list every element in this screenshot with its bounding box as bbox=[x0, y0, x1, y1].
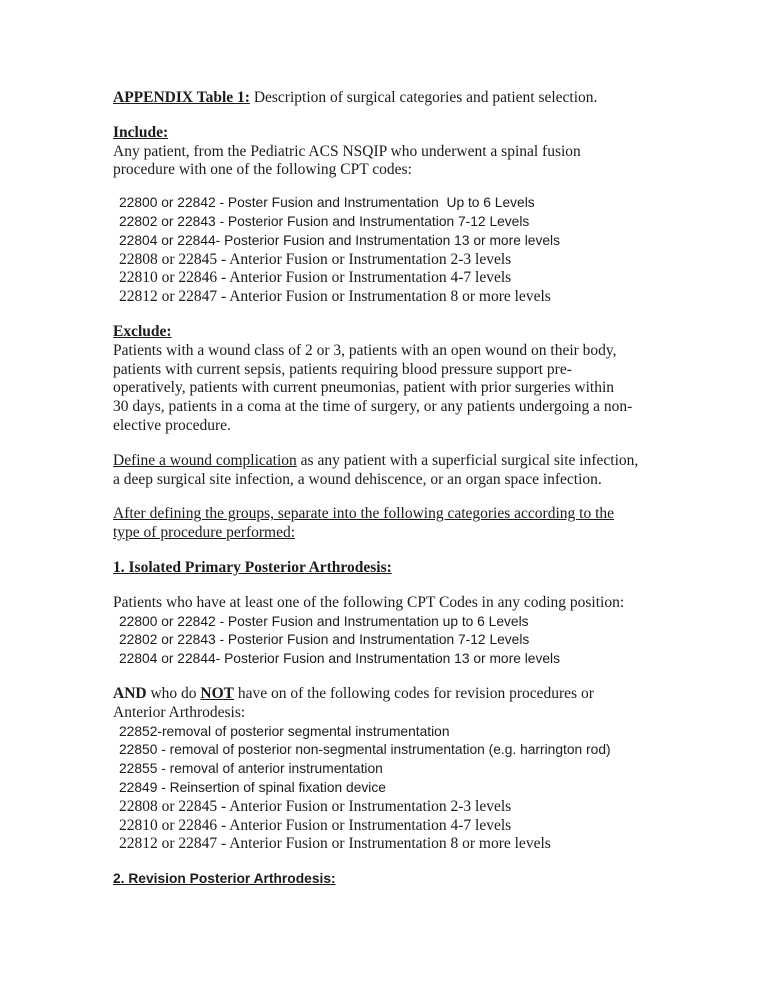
include-heading: Include: bbox=[113, 123, 169, 141]
define-line bbox=[113, 452, 668, 471]
spacer bbox=[113, 489, 668, 505]
define-rest: as any patient with a superficial surgical site infection, bbox=[296, 451, 639, 469]
section1-intro: Patients who have at least one of the following CPT Codes in any coding position: bbox=[113, 593, 625, 611]
cpt-code-line: 22804 or 22844- Posterior Fusion and Instrumentation 13 or more levels bbox=[119, 651, 560, 667]
spacer bbox=[113, 669, 668, 685]
section1-heading: 1. Isolated Primary Posterior Arthrodesis: bbox=[113, 558, 392, 576]
spacer bbox=[113, 578, 668, 594]
and-not-line: Anterior Arthrodesis: bbox=[113, 703, 246, 721]
exclude-body-line: patients with current sepsis, patients requiring blood pressure support pre- bbox=[113, 360, 572, 378]
revision-code-line: 22855 - removal of anterior instrumentation bbox=[119, 761, 383, 777]
section2-heading: 2. Revision Posterior Arthrodesis: bbox=[113, 871, 336, 887]
include-intro-line: Any patient, from the Pediatric ACS NSQIP who underwent a spinal fusion bbox=[113, 142, 581, 160]
after-defining-line: After defining the groups, separate into the following categories according to the bbox=[113, 505, 615, 523]
cpt-code-line: 22800 or 22842 - Poster Fusion and Instrumentation up to 6 Levels bbox=[119, 613, 529, 629]
exclude-body-line: 30 days, patients in a coma at the time of surgery, or any patients undergoing a non- bbox=[113, 398, 633, 416]
cpt-code-line: 22804 or 22844- Posterior Fusion and Instrumentation 13 or more levels bbox=[119, 232, 560, 248]
define-line: a deep surgical site infection, a wound dehiscence, or an organ space infection. bbox=[113, 470, 602, 488]
and-not-line bbox=[113, 685, 668, 704]
page-title-lead: APPENDIX Table 1: bbox=[113, 89, 250, 106]
spacer bbox=[113, 307, 668, 323]
revision-code-line: 22812 or 22847 - Anterior Fusion or Instrumentation 8 or more levels bbox=[119, 835, 551, 853]
revision-code-line: 22850 - removal of posterior non-segmental instrumentation (e.g. harrington rod) bbox=[119, 742, 611, 758]
spacer bbox=[113, 180, 668, 194]
exclude-body-line: elective procedure. bbox=[113, 416, 231, 434]
cpt-code-line: 22812 or 22847 - Anterior Fusion or Instrumentation 8 or more levels bbox=[119, 288, 551, 306]
cpt-code-line: 22800 or 22842 - Poster Fusion and Instrumentation Up to 6 Levels bbox=[119, 195, 535, 211]
cpt-code-line: 22810 or 22846 - Anterior Fusion or Instrumentation 4-7 levels bbox=[119, 269, 512, 287]
and-rest: have on of the following codes for revision procedures or bbox=[234, 684, 594, 702]
include-intro-line: procedure with one of the following CPT codes: bbox=[113, 161, 412, 179]
exclude-body-line: Patients with a wound class of 2 or 3, patients with an open wound on their body, bbox=[113, 341, 617, 359]
exclude-body-line: operatively, patients with current pneumonias, patient with prior surgeries within bbox=[113, 379, 615, 397]
spacer bbox=[113, 543, 668, 559]
page-title bbox=[113, 89, 668, 108]
and-bold: AND bbox=[113, 684, 147, 702]
revision-code-line: 22849 - Reinsertion of spinal fixation device bbox=[119, 779, 386, 795]
and-mid: who do bbox=[146, 684, 201, 702]
cpt-code-line: 22802 or 22843 - Posterior Fusion and Instrumentation 7-12 Levels bbox=[119, 213, 530, 229]
spacer bbox=[113, 108, 668, 124]
exclude-heading: Exclude: bbox=[113, 322, 172, 340]
define-underlined-phrase: Define a wound complication bbox=[113, 451, 297, 469]
page-title-rest: Description of surgical categories and patient selection. bbox=[249, 89, 598, 106]
cpt-code-line: 22808 or 22845 - Anterior Fusion or Instrumentation 2-3 levels bbox=[119, 250, 512, 268]
cpt-code-line: 22802 or 22843 - Posterior Fusion and Instrumentation 7-12 Levels bbox=[119, 632, 530, 648]
not-bold-underline: NOT bbox=[200, 684, 235, 702]
after-defining-line: type of procedure performed: bbox=[113, 524, 296, 542]
revision-code-line: 22852-removal of posterior segmental instrumentation bbox=[119, 723, 450, 739]
revision-code-line: 22810 or 22846 - Anterior Fusion or Instrumentation 4-7 levels bbox=[119, 816, 512, 834]
revision-code-line: 22808 or 22845 - Anterior Fusion or Instrumentation 2-3 levels bbox=[119, 797, 512, 815]
spacer bbox=[113, 854, 668, 870]
spacer bbox=[113, 436, 668, 452]
